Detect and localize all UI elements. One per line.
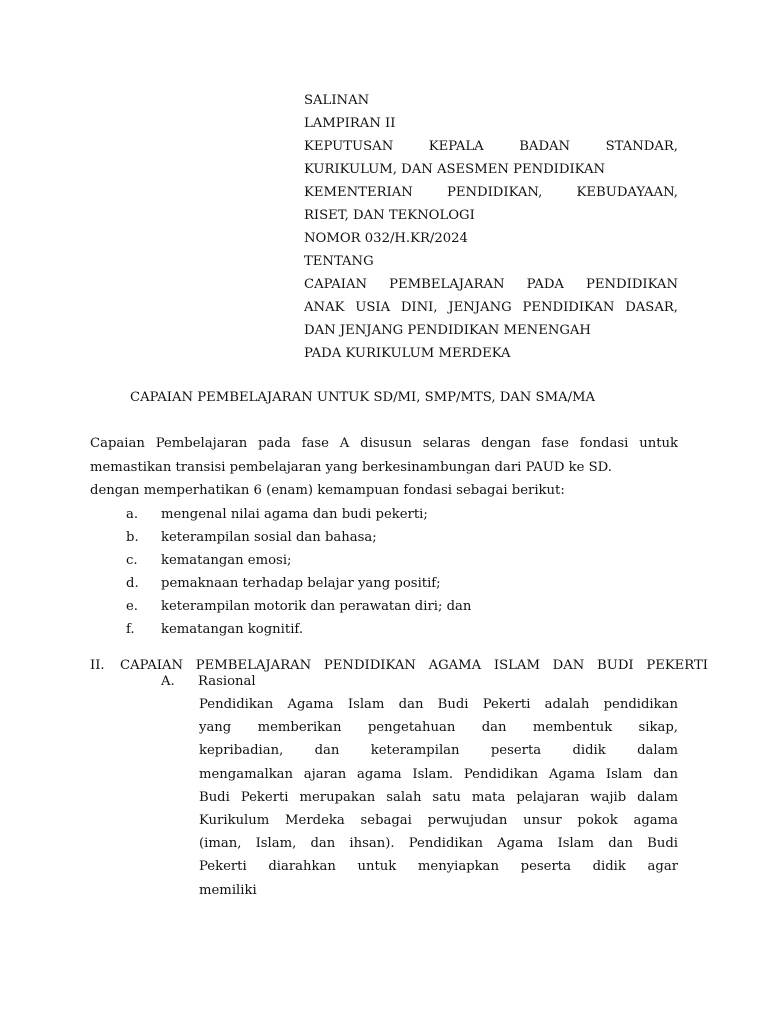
header-line: KURIKULUM, DAN ASESMEN PENDIDIKAN [304, 162, 606, 177]
list-marker: d. [126, 576, 139, 591]
list-item [90, 595, 690, 618]
section-number: II. [90, 658, 105, 673]
intro-paragraph [90, 432, 678, 503]
section-heading: CAPAIAN PEMBELAJARAN UNTUK SD/MI, SMP/MTS, DAN SMA/MA [130, 390, 596, 405]
list-item-text: kematangan emosi; [161, 553, 292, 568]
paragraph-line: Budi Pekerti merupakan salah satu mata pelajaran wajib dalam [199, 789, 678, 805]
section-title: CAPAIAN PEMBELAJARAN PENDIDIKAN AGAMA ISLAM DAN BUDI PEKERTI [120, 658, 708, 673]
header-line: ANAK USIA DINI, JENJANG PENDIDIKAN DASAR, [304, 300, 678, 315]
list-item-text: pemaknaan terhadap belajar yang positif; [161, 576, 441, 591]
intro-line: memastikan transisi pembelajaran yang berkesinambungan dari PAUD ke SD. [90, 459, 612, 475]
list-item [90, 572, 690, 595]
list-marker: e. [126, 599, 138, 614]
header-line: RISET, DAN TEKNOLOGI [304, 208, 475, 223]
header-line: KEMENTERIAN PENDIDIKAN, KEBUDAYAAN, [304, 185, 678, 200]
list-marker: b. [126, 530, 139, 545]
intro-line: Capaian Pembelajaran pada fase A disusun selaras dengan fase fondasi untuk [90, 436, 678, 451]
paragraph-line: Kurikulum Merdeka sebagai perwujudan unsur pokok agama [199, 812, 678, 828]
rationale-paragraph [199, 693, 678, 902]
paragraph-line: yang memberikan pengetahuan dan membentuk sikap, [199, 720, 678, 736]
attachment-header [304, 89, 678, 365]
list-item-text: mengenal nilai agama dan budi pekerti; [161, 507, 428, 522]
list-item-text: kematangan kognitif. [161, 622, 304, 637]
paragraph-line: kepribadian, dan keterampilan peserta didik dalam [199, 743, 678, 759]
paragraph-line: memiliki [199, 882, 257, 898]
intro-line: dengan memperhatikan 6 (enam) kemampuan fondasi sebagai berikut: [90, 483, 565, 498]
list-item [90, 549, 690, 572]
paragraph-line: mengamalkan ajaran agama Islam. Pendidikan Agama Islam dan [199, 766, 678, 782]
list-marker: f. [126, 622, 135, 637]
list-item [90, 526, 690, 549]
list-marker: a. [126, 507, 139, 522]
header-line: DAN JENJANG PENDIDIKAN MENENGAH [304, 323, 591, 338]
list-item [90, 618, 690, 641]
list-item-text: keterampilan sosial dan bahasa; [161, 530, 377, 545]
header-line: PADA KURIKULUM MERDEKA [304, 346, 511, 361]
list-item-text: keterampilan motorik dan perawatan diri; dan [161, 599, 472, 614]
header-line: KEPUTUSAN KEPALA BADAN STANDAR, [304, 139, 678, 154]
paragraph-line: (iman, Islam, dan ihsan). Pendidikan Agama Islam dan Budi [199, 836, 678, 852]
subsection-title: Rasional [198, 674, 256, 689]
header-line: NOMOR 032/H.KR/2024 [304, 231, 468, 246]
header-line: TENTANG [304, 254, 374, 269]
list-item [90, 503, 690, 526]
header-line: LAMPIRAN II [304, 116, 396, 131]
header-line: CAPAIAN PEMBELAJARAN PADA PENDIDIKAN [304, 277, 678, 292]
subsection-marker: A. [161, 674, 175, 689]
header-line: SALINAN [304, 93, 370, 108]
list-marker: c. [126, 553, 138, 568]
paragraph-line: Pendidikan Agama Islam dan Budi Pekerti adalah pendidikan [199, 697, 678, 712]
paragraph-line: Pekerti diarahkan untuk menyiapkan peserta didik agar [199, 859, 678, 875]
foundation-abilities-list [90, 503, 690, 641]
